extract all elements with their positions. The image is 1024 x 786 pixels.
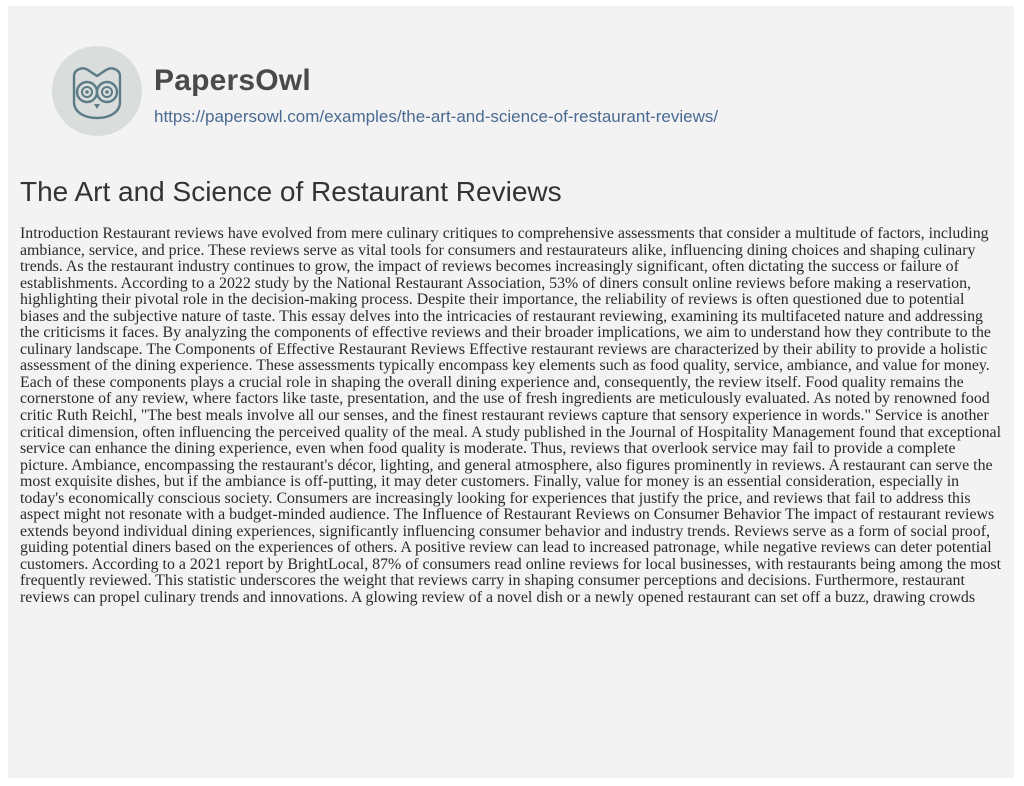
- essay-body: Introduction Restaurant reviews have evolved from mere culinary critiques to comprehensive assessments that consider a multitude of factors, including ambiance, service, and price. These reviews serve as vital tools for consumers and restaurateurs alike, influencing dining choices and shaping culinary trends. As the restaurant industry continues to grow, the impact of reviews becomes increasingly significant, often dictating the success or failure of establishments. According to a 2022 study by the National Restaurant Association, 53% of diners consult online reviews before making a reservation, highlighting their pivotal role in the decision-making process. Despite their importance, the reliability of reviews is often questioned due to potential biases and the subjective nature of taste. This essay delves into the intricacies of restaurant reviewing, examining its multifaceted nature and addressing the criticisms it faces. By analyzing the components of effective reviews and their broader implications, we aim to understand how they contribute to the culinary landscape. The Components of Effective Restaurant Reviews Effective restaurant reviews are characterized by their ability to provide a holistic assessment of the dining experience. These assessments typically encompass key elements such as food quality, service, ambiance, and value for money. Each of these components plays a crucial role in shaping the overall dining experience and, consequently, the review itself. Food quality remains the cornerstone of any review, where factors like taste, presentation, and the use of fresh ingredients are meticulously evaluated. As noted by renowned food critic Ruth Reichl, "The best meals involve all our senses, and the finest restaurant reviews capture that sensory experience in words." Service is another critical dimension, often influencing the perceived quality of the meal. A study published in the Journal of Hospitality Management found that exceptional service can enhance the dining experience, even when food quality is moderate. Thus, reviews that overlook service may fail to provide a complete picture. Ambiance, encompassing the restaurant's décor, lighting, and general atmosphere, also figures prominently in reviews. A restaurant can serve the most exquisite dishes, but if the ambiance is off-putting, it may deter customers. Finally, value for money is an essential consideration, especially in today's economically conscious society. Consumers are increasingly looking for experiences that justify the price, and reviews that fail to address this aspect might not resonate with a budget-minded audience. The Influence of Restaurant Reviews on Consumer Behavior The impact of restaurant reviews extends beyond individual dining experiences, significantly influencing consumer behavior and industry trends. Reviews serve as a form of social proof, guiding potential diners based on the experiences of others. A positive review can lead to increased patronage, while negative reviews can deter potential customers. According to a 2021 report by BrightLocal, 87% of consumers read online reviews for local businesses, with restaurants being among the most frequently reviewed. This statistic underscores the weight that reviews carry in shaping consumer perceptions and decisions. Furthermore, restaurant reviews can propel culinary trends and innovations. A glowing review of a novel dish or a newly opened restaurant can set off a buzz, drawing crowds: [20, 225, 1002, 607]
- site-header: [52, 46, 718, 146]
- source-url-link[interactable]: https://papersowl.com/examples/the-art-and-science-of-restaurant-reviews/: [154, 107, 719, 126]
- brand-name: PapersOwl: [154, 64, 311, 97]
- document-page: [8, 6, 1014, 778]
- owl-logo-icon: [52, 46, 142, 136]
- page-title: The Art and Science of Restaurant Reviews: [20, 176, 562, 207]
- owl-logo-graphic: [52, 46, 142, 136]
- brand-block: [154, 64, 718, 128]
